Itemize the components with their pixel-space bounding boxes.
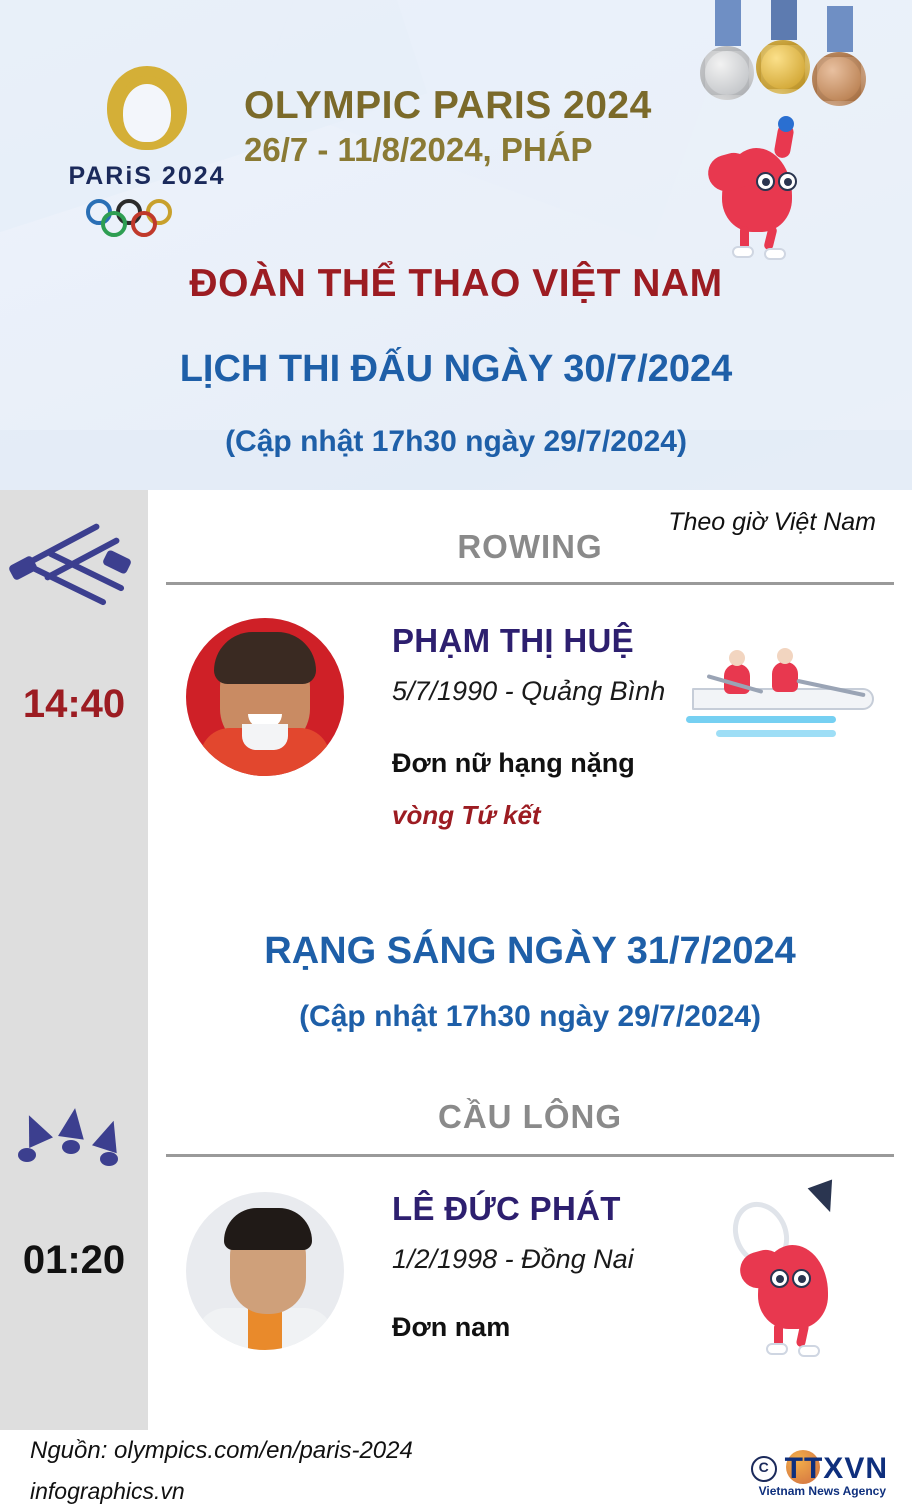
athlete-meta-badminton: 1/2/1998 - Đồng Nai [392, 1244, 634, 1274]
divider [166, 1154, 894, 1157]
sport-header-badminton: CẦU LÔNG [438, 1098, 622, 1135]
badminton-illustration [700, 1175, 890, 1375]
ttxvn-text: TTXVN [784, 1452, 888, 1485]
bronze-medal-icon [812, 6, 868, 106]
rowing-icon [0, 520, 148, 640]
logo-wordmark: PARiS 2024 [68, 162, 226, 190]
dawn-title: RẠNG SÁNG NGÀY 31/7/2024 [264, 930, 796, 972]
header [0, 0, 912, 490]
schedule-update: (Cập nhật 17h30 ngày 29/7/2024) [225, 425, 687, 458]
time-badminton: 01:20 [22, 1238, 126, 1282]
medals-illustration [690, 0, 870, 120]
title-block [244, 84, 694, 169]
time-rowing: 14:40 [22, 682, 126, 726]
athlete-event-rowing: Đơn nữ hạng nặng [392, 748, 635, 778]
olympic-dates: 26/7 - 11/8/2024, PHÁP [244, 130, 593, 168]
olympic-title: OLYMPIC PARIS 2024 [244, 84, 652, 127]
gold-medal-icon [756, 0, 812, 94]
rowing-illustration [686, 630, 886, 750]
sport-header-rowing: ROWING [457, 528, 603, 565]
athlete-name-rowing: PHẠM THỊ HUỆ [392, 622, 634, 659]
footer-site: infographics.vn [30, 1478, 185, 1504]
athlete-name-badminton: LÊ ĐỨC PHÁT [392, 1190, 621, 1227]
schedule-title: LỊCH THI ĐẤU NGÀY 30/7/2024 [179, 348, 733, 390]
timezone-note: Theo giờ Việt Nam [668, 508, 876, 536]
footer-source: Nguồn: olympics.com/en/paris-2024 [30, 1437, 413, 1464]
paris-2024-logo [62, 62, 232, 242]
olympic-flame-icon [99, 62, 195, 158]
athlete-meta-rowing: 5/7/1990 - Quảng Bình [392, 676, 666, 706]
badminton-icon [0, 1090, 148, 1210]
athlete-photo-le-duc-phat [186, 1192, 344, 1350]
team-title: ĐOÀN THỂ THAO VIỆT NAM [189, 262, 723, 305]
dawn-update: (Cập nhật 17h30 ngày 29/7/2024) [299, 1000, 761, 1033]
ttxvn-subtitle: Vietnam News Agency [758, 1484, 886, 1498]
athlete-event-badminton: Đơn nam [392, 1312, 511, 1342]
athlete-photo-pham-thi-hue [186, 618, 344, 776]
olympic-rings-icon [62, 199, 232, 233]
copyright-icon: C [751, 1456, 777, 1482]
mascot-phryge-icon [704, 130, 834, 260]
athlete-round-rowing: vòng Tứ kết [392, 800, 541, 830]
ttxvn-logo [751, 1452, 888, 1486]
divider [166, 582, 894, 585]
silver-medal-icon [700, 0, 756, 100]
